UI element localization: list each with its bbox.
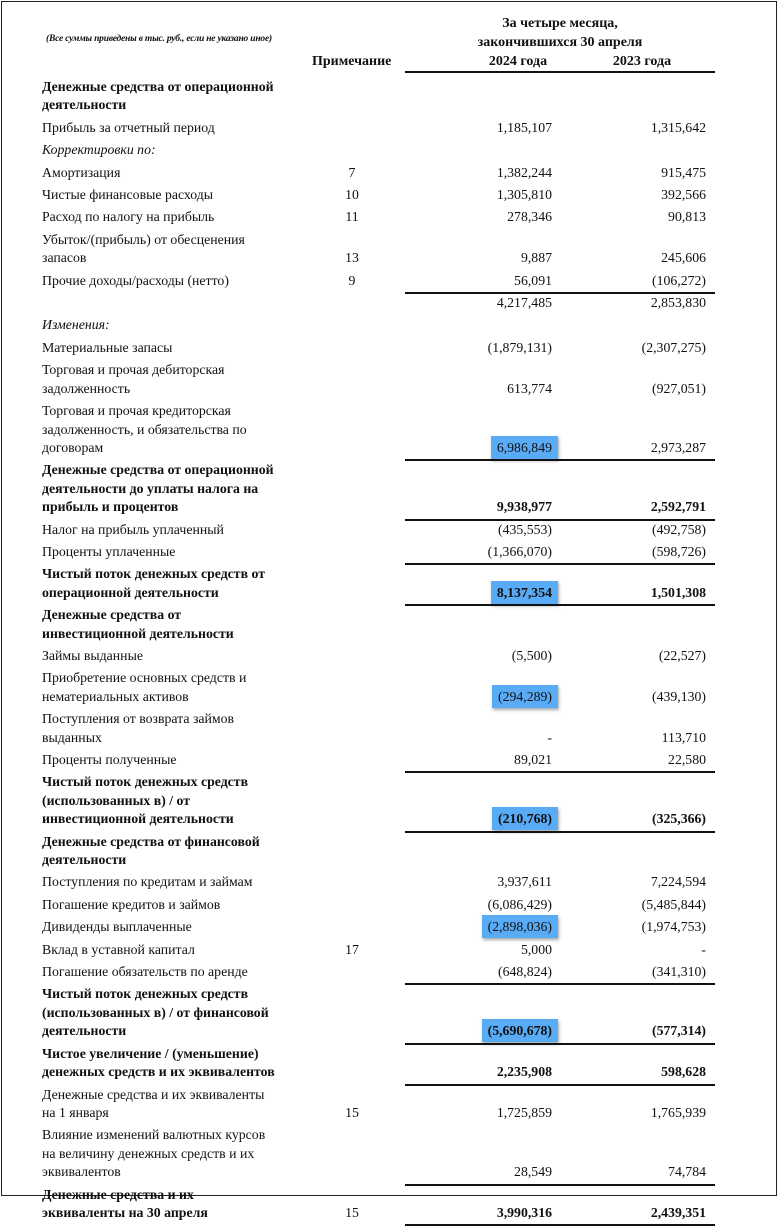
row-label-line: Чистое увеличение / (уменьшение) (42, 1045, 259, 1061)
value-2024-text: 5,000 (520, 941, 552, 957)
row-label-line: эквивалентов (42, 1164, 121, 1180)
row-label (42, 606, 312, 643)
header-divider (405, 71, 715, 73)
row-note: 15 (345, 1104, 359, 1120)
row-label-line: Займы выданные (42, 647, 143, 663)
row-label-line: Денежные средства от (42, 607, 182, 623)
row-label-line: прибыль и процентов (42, 499, 179, 515)
table-row (0, 459, 781, 518)
value-2024-text: 56,091 (514, 272, 552, 288)
row-label (42, 918, 312, 936)
value-2024 (498, 521, 552, 539)
table-row (0, 916, 781, 938)
value-2023: 7,224,594 (650, 874, 706, 890)
value-2024 (497, 498, 552, 516)
value-2024 (514, 1163, 552, 1181)
value-2023: 2,853,830 (650, 295, 706, 311)
row-label-line: Погашение кредитов и займов (42, 896, 221, 912)
value-2024 (507, 380, 552, 398)
value-2024-text: (5,500) (511, 647, 552, 663)
value-2023: 1,765,939 (650, 1104, 706, 1120)
table-row (0, 831, 781, 872)
row-label (42, 294, 312, 312)
row-label-line: Денежные средства от операционной (42, 462, 274, 478)
table-row (0, 871, 781, 893)
table-row (0, 1043, 781, 1084)
value-2023: 245,606 (661, 250, 706, 266)
value-2023: 915,475 (661, 164, 706, 180)
row-label (42, 941, 312, 959)
value-2024 (497, 1204, 552, 1222)
row-label (42, 272, 312, 290)
row-label (42, 361, 312, 398)
value-2024-text: (294,289) (492, 685, 558, 708)
value-2024-text: 28,549 (514, 1164, 552, 1180)
row-note: 7 (348, 164, 356, 180)
row-label-line: на величину денежных средств и их (42, 1145, 255, 1161)
value-2024 (488, 543, 552, 561)
row-label-line: операционной деятельности (42, 584, 219, 600)
table-row (0, 939, 781, 961)
row-label-line: Расход по налогу на прибыль (42, 209, 215, 225)
row-label-line: договорам (42, 439, 104, 455)
row-label (42, 1045, 312, 1082)
row-label (42, 231, 312, 268)
row-label (42, 119, 312, 137)
value-2023: (598,726) (651, 543, 706, 559)
row-label-line: Чистый поток денежных средств от (42, 566, 265, 582)
value-2024 (521, 941, 552, 959)
value-2024-text: 1,382,244 (496, 164, 552, 180)
value-2023: (106,272) (651, 272, 706, 288)
value-2023: 2,592,791 (650, 499, 706, 515)
row-label-line: деятельности (42, 852, 127, 868)
value-2024 (521, 249, 552, 267)
table-row (0, 771, 781, 830)
value-2024 (482, 918, 552, 936)
row-label (42, 339, 312, 357)
table-row (0, 961, 781, 983)
value-2024 (507, 208, 552, 226)
value-2023: 74,784 (668, 1164, 706, 1180)
row-label-line: запасов (42, 250, 87, 266)
table-row (0, 708, 781, 749)
value-2023: 392,566 (661, 187, 706, 203)
row-label-line: Корректировки по: (42, 142, 156, 158)
row-label (42, 647, 312, 665)
row-label-line: Амортизация (42, 164, 121, 180)
row-label-line: Денежные средства и их эквиваленты (42, 1086, 265, 1102)
value-2024 (497, 294, 552, 312)
value-2023: (1,974,753) (641, 919, 706, 935)
value-2023: 2,439,351 (650, 1204, 706, 1220)
row-note: 11 (345, 209, 359, 225)
value-2024-text: 613,774 (507, 380, 552, 396)
value-2024 (492, 810, 552, 828)
row-label (42, 461, 312, 516)
period-line-2: закончившихся 30 апреля (477, 35, 643, 50)
value-2024-text: (1,879,131) (487, 339, 552, 355)
row-label-line: Поступления по кредитам и займам (42, 874, 253, 890)
row-label (42, 773, 312, 828)
row-label-line: инвестиционной деятельности (42, 811, 234, 827)
row-label (42, 316, 312, 334)
value-2023: (439,130) (651, 688, 706, 704)
value-2024-text: 1,725,859 (496, 1104, 552, 1120)
value-2024 (514, 272, 552, 290)
row-label (42, 751, 312, 769)
value-2024 (514, 751, 552, 769)
row-label-line: выданных (42, 729, 102, 745)
table-row (0, 76, 781, 117)
table-row (0, 645, 781, 667)
row-label (42, 1126, 312, 1181)
table-row (0, 604, 781, 645)
row-label (42, 710, 312, 747)
row-label-line: нематериальных активов (42, 688, 189, 704)
value-2023: 90,813 (668, 209, 706, 225)
row-label-line: Прибыль за отчетный период (42, 119, 215, 135)
row-label-line: денежных средств и их эквивалентов (42, 1064, 275, 1080)
row-label (42, 963, 312, 981)
value-2024 (482, 1022, 552, 1040)
row-label-line: Материальные запасы (42, 339, 173, 355)
value-2024-text: - (547, 729, 552, 745)
value-2024 (497, 1063, 552, 1081)
row-label (42, 164, 312, 182)
row-label-line: Изменения: (42, 317, 110, 333)
note-column-header: Примечание (312, 54, 392, 69)
row-label-line: задолженность, и обязательства по (42, 421, 247, 437)
table-row (0, 1084, 781, 1125)
value-2024-text: (1,366,070) (487, 543, 552, 559)
table-row (0, 314, 781, 336)
table-row (0, 400, 781, 459)
row-label (42, 141, 312, 159)
row-label-line (42, 294, 312, 312)
value-2024-text: 9,938,977 (496, 499, 552, 515)
row-label (42, 873, 312, 891)
row-label (42, 543, 312, 561)
value-2023: 1,501,308 (650, 584, 706, 600)
table-row (0, 519, 781, 541)
row-note: 10 (345, 187, 359, 203)
table-row (0, 1124, 781, 1183)
value-2024 (497, 873, 552, 891)
value-2023: 22,580 (668, 752, 706, 767)
row-note: 15 (345, 1204, 359, 1220)
row-label-line: инвестиционной деятельности (42, 625, 234, 641)
row-label (42, 833, 312, 870)
value-2024-text: (648,824) (497, 964, 552, 980)
value-2023: 113,710 (661, 729, 706, 745)
row-label (42, 1086, 312, 1123)
row-label (42, 402, 312, 457)
row-label-line: задолженность (42, 380, 131, 396)
row-label-line: Проценты уплаченные (42, 543, 176, 559)
row-label-line: Торговая и прочая дебиторская (42, 362, 225, 378)
year-2024-header: 2024 года (488, 54, 548, 69)
value-2024-text: (435,553) (497, 521, 552, 537)
period-header (440, 14, 680, 52)
row-label-line: Дивиденды выплаченные (42, 919, 192, 935)
row-label-line: Вклад в уставной капитал (42, 941, 195, 957)
value-2024-text: 278,346 (507, 209, 552, 225)
value-2024-text: (6,086,429) (487, 896, 552, 912)
table-row (0, 541, 781, 563)
table-row (0, 1184, 781, 1225)
value-2024 (488, 896, 552, 914)
value-2023: (927,051) (651, 380, 706, 396)
row-label-line: Торговая и прочая кредиторская (42, 403, 231, 419)
row-label-line: Чистый поток денежных средств (42, 986, 249, 1002)
row-label-line: Погашение обязательств по аренде (42, 964, 248, 980)
value-2024-text: 3,990,316 (496, 1204, 552, 1220)
table-row (0, 359, 781, 400)
table-row (0, 117, 781, 139)
value-2023: (5,485,844) (641, 896, 706, 912)
row-label-line: (использованных в) / от (42, 792, 191, 808)
table-row (0, 139, 781, 161)
value-2024 (497, 119, 552, 137)
row-label-line: Убыток/(прибыль) от обесценения (42, 231, 245, 247)
value-2024-text: 3,937,611 (497, 874, 552, 890)
period-line-1: За четыре месяца, (502, 16, 618, 31)
value-2023: (2,307,275) (641, 339, 706, 355)
row-label (42, 896, 312, 914)
value-2024 (492, 688, 552, 706)
row-label-line: эквиваленты на 30 апреля (42, 1204, 208, 1220)
value-2023: 598,628 (661, 1064, 706, 1080)
value-2023: (22,527) (658, 647, 706, 663)
table-row (0, 292, 781, 314)
table-row (0, 229, 781, 270)
table-row (0, 894, 781, 916)
value-2024-text: 8,137,354 (491, 581, 558, 604)
value-2024 (488, 339, 552, 357)
units-note: (Все суммы приведены в тыс. руб., если не указано иное) (46, 34, 272, 44)
value-2024 (497, 164, 552, 182)
row-label-line: Поступления от возврата займов (42, 711, 235, 727)
value-2024 (512, 647, 552, 665)
value-2024-text: 89,021 (514, 752, 552, 767)
row-label-line: деятельности (42, 1023, 127, 1039)
value-2024 (491, 439, 552, 457)
value-2024-text: 9,887 (520, 250, 552, 266)
row-note: 13 (345, 250, 359, 266)
value-2024-text: 1,305,810 (496, 187, 552, 203)
cash-flow-table (0, 76, 781, 1224)
value-2024 (547, 729, 552, 747)
value-2023: (577,314) (651, 1023, 706, 1039)
value-2023: (325,366) (651, 811, 706, 827)
row-label-line: Приобретение основных средств и (42, 670, 247, 686)
table-row (0, 983, 781, 1042)
row-label (42, 669, 312, 706)
table-row (0, 563, 781, 604)
value-2024 (497, 1104, 552, 1122)
row-label (42, 565, 312, 602)
table-row (0, 337, 781, 359)
table-row (0, 162, 781, 184)
value-2024-text: 2,235,908 (496, 1064, 552, 1080)
row-label-line: Проценты полученные (42, 752, 177, 767)
table-row (0, 749, 781, 771)
year-2023-header: 2023 года (612, 54, 672, 69)
row-label (42, 186, 312, 204)
row-label (42, 521, 312, 539)
row-note: 17 (345, 941, 359, 957)
value-2024 (498, 963, 552, 981)
value-2024 (491, 584, 552, 602)
row-label (42, 78, 312, 115)
value-2024-text: (210,768) (492, 807, 558, 830)
row-label-line: (использованных в) / от финансовой (42, 1004, 269, 1020)
row-label-line: на 1 января (42, 1104, 109, 1120)
value-2024-text: (5,690,678) (482, 1019, 558, 1042)
value-2024-text: 1,185,107 (496, 119, 552, 135)
value-2023: - (701, 941, 706, 957)
table-row (0, 184, 781, 206)
row-label (42, 1186, 312, 1223)
row-label-line: Чистый поток денежных средств (42, 774, 249, 790)
row-label (42, 985, 312, 1040)
value-2023: 1,315,642 (650, 119, 706, 135)
value-2023: (492,758) (651, 521, 706, 537)
row-note: 9 (348, 272, 356, 288)
value-2024-text: 6,986,849 (491, 436, 558, 459)
row-label-line: деятельности до уплаты налога на (42, 480, 259, 496)
table-row (0, 270, 781, 292)
row-label-line: Чистые финансовые расходы (42, 187, 214, 203)
value-2023: 2,973,287 (650, 439, 706, 455)
row-label-line: Прочие доходы/расходы (нетто) (42, 272, 229, 288)
row-label-line: деятельности (42, 97, 127, 113)
table-row (0, 667, 781, 708)
value-2024 (497, 186, 552, 204)
row-label-line: Влияние изменений валютных курсов (42, 1127, 266, 1143)
table-row (0, 206, 781, 228)
row-label-line: Налог на прибыль уплаченный (42, 521, 224, 537)
row-label-line: Денежные средства и их (42, 1186, 194, 1202)
row-label (42, 208, 312, 226)
value-2024-text: 4,217,485 (496, 295, 552, 311)
value-2023: (341,310) (651, 964, 706, 980)
value-2024-text: (2,898,036) (482, 915, 558, 938)
row-label-line: Денежные средства от операционной (42, 79, 274, 94)
row-label-line: Денежные средства от финансовой (42, 833, 260, 849)
